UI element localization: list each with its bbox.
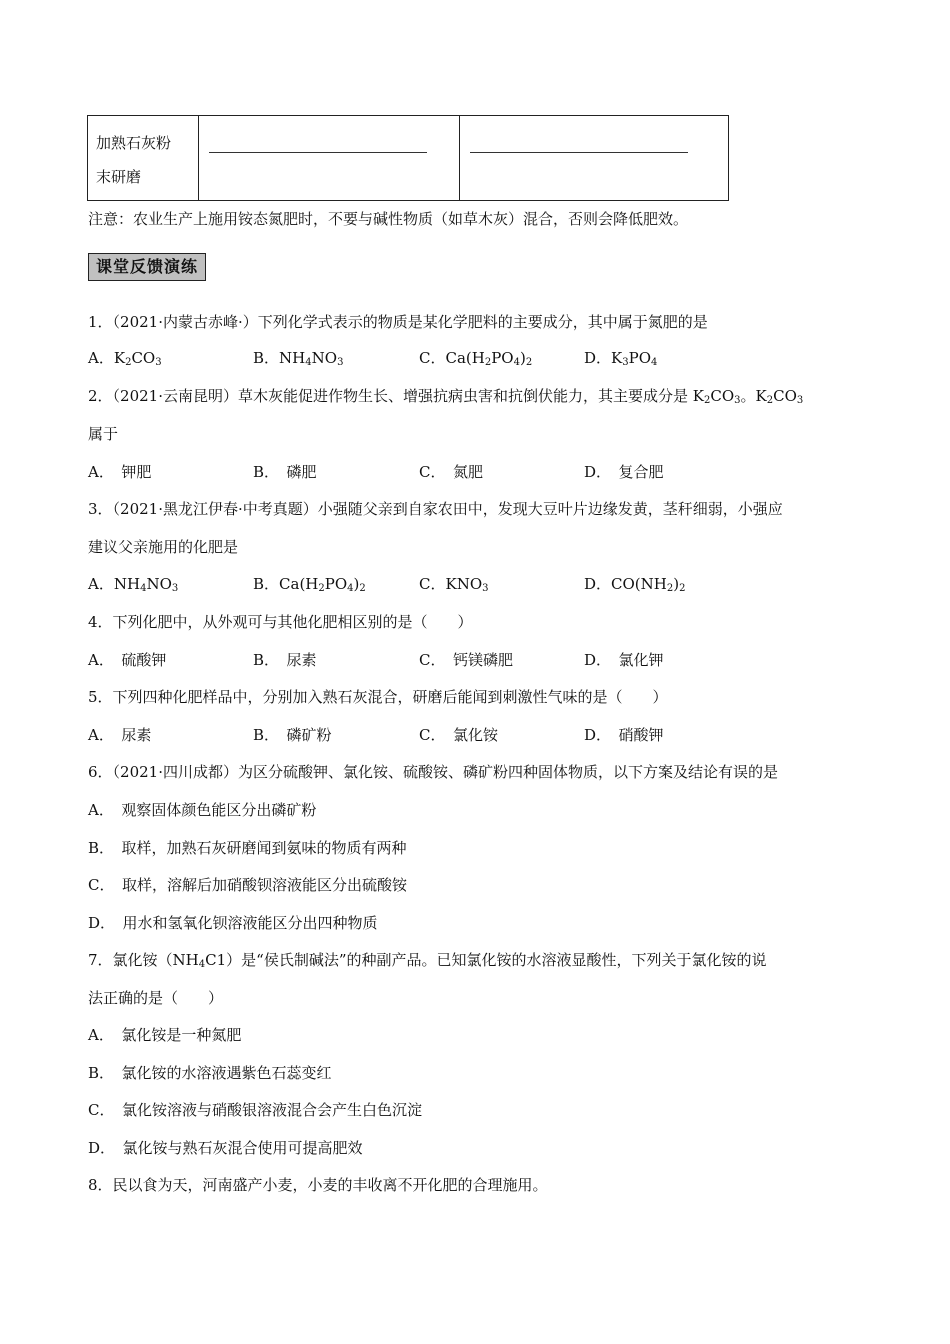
- q5-option-c[interactable]: C． 氯化铵: [419, 726, 499, 744]
- reagent-table: [87, 115, 729, 201]
- q3-option-d[interactable]: D．$CO(NH_2)_2$: [584, 575, 686, 594]
- q3-option-b[interactable]: B．$Ca(H_2PO_4)_2$: [253, 575, 366, 594]
- q7-option-d[interactable]: D． 氯化铵与熟石灰混合使用可提高肥效: [88, 1139, 363, 1157]
- q2-option-d[interactable]: D． 复合肥: [584, 463, 664, 481]
- q1-option-d[interactable]: D．$K_3PO_4$: [584, 349, 658, 368]
- q7-option-c[interactable]: C． 氯化铵溶液与硝酸银溶液混合会产生白色沉淀: [88, 1101, 423, 1119]
- row-label-line2: 末研磨: [96, 168, 142, 186]
- q1-option-a[interactable]: A．$K_2CO_3$: [88, 349, 162, 368]
- table-row-label-cell: [88, 116, 199, 201]
- question-2: 2．（2021·云南昆明）草木灰能促进作物生长、增强抗病虫害和抗倒伏能力，其主要成分是 $K_2CO_3$。$K_2CO_3$: [88, 387, 804, 406]
- q6-option-b[interactable]: B． 取样，加熟石灰研磨闻到氨味的物质有两种: [88, 839, 407, 857]
- q5-option-b[interactable]: B． 磷矿粉: [253, 726, 332, 744]
- answer-blank-line: [209, 152, 427, 153]
- q1-option-b[interactable]: B．$NH_4NO_3$: [253, 349, 344, 368]
- q6-option-a[interactable]: A． 观察固体颜色能区分出磷矿粉: [88, 801, 317, 819]
- question-1: 1．（2021·内蒙古赤峰·）下列化学式表示的物质是某化学肥料的主要成分，其中属于氮肥的是: [88, 313, 708, 331]
- q2-option-b[interactable]: B． 磷肥: [253, 463, 317, 481]
- question-6: 6．（2021·四川成都）为区分硫酸钾、氯化铵、硫酸铵、磷矿粉四种固体物质，以下方案及结论有误的是: [88, 763, 778, 781]
- q4-option-c[interactable]: C． 钙镁磷肥: [419, 651, 514, 669]
- question-8: 8．民以食为天，河南盛产小麦，小麦的丰收离不开化肥的合理施用。: [88, 1176, 548, 1194]
- q4-option-d[interactable]: D． 氯化钾: [584, 651, 664, 669]
- q3-option-a[interactable]: A．$NH_4NO_3$: [88, 575, 179, 594]
- q1-option-c[interactable]: C．$Ca(H_2PO_4)_2$: [419, 349, 533, 368]
- answer-blank-cell-1[interactable]: [199, 116, 460, 201]
- question-2-line2: 属于: [88, 425, 119, 443]
- q4-option-a[interactable]: A． 硫酸钾: [88, 651, 167, 669]
- question-3-line2: 建议父亲施用的化肥是: [88, 538, 239, 556]
- question-3: 3．（2021·黑龙江伊春·中考真题）小强随父亲到自家农田中，发现大豆叶片边缘发黄，茎秆细弱，小强应: [88, 500, 783, 518]
- section-title: 课堂反馈演练: [88, 253, 206, 281]
- note-text: 注意：农业生产上施用铵态氮肥时，不要与碱性物质（如草木灰）混合，否则会降低肥效。: [88, 210, 689, 228]
- q2-option-c[interactable]: C． 氮肥: [419, 463, 484, 481]
- answer-blank-line: [470, 152, 688, 153]
- q7-option-b[interactable]: B． 氯化铵的水溶液遇紫色石蕊变红: [88, 1064, 332, 1082]
- question-4: 4．下列化肥中，从外观可与其他化肥相区别的是（ ）: [88, 613, 473, 631]
- q2-option-a[interactable]: A． 钾肥: [88, 463, 152, 481]
- q6-option-d[interactable]: D． 用水和氢氧化钡溶液能区分出四种物质: [88, 914, 378, 932]
- q5-option-d[interactable]: D． 硝酸钾: [584, 726, 664, 744]
- q4-option-b[interactable]: B． 尿素: [253, 651, 317, 669]
- q3-option-c[interactable]: C．$KNO_3$: [419, 575, 489, 594]
- question-7: 7．氯化铵$(NH_4C1)$是“侯氏制碱法”的种副产品。已知氯化铵的水溶液显酸性，下列关于氯化铵的说: [88, 951, 767, 970]
- answer-blank-cell-2[interactable]: [460, 116, 729, 201]
- q5-option-a[interactable]: A． 尿素: [88, 726, 152, 744]
- question-7-line2: 法正确的是（ ）: [88, 989, 224, 1007]
- row-label-line1: 加熟石灰粉: [96, 134, 172, 152]
- q7-option-a[interactable]: A． 氯化铵是一种氮肥: [88, 1026, 242, 1044]
- question-5: 5．下列四种化肥样品中，分别加入熟石灰混合，研磨后能闻到刺激性气味的是（ ）: [88, 688, 668, 706]
- q6-option-c[interactable]: C． 取样，溶解后加硝酸钡溶液能区分出硫酸铵: [88, 876, 408, 894]
